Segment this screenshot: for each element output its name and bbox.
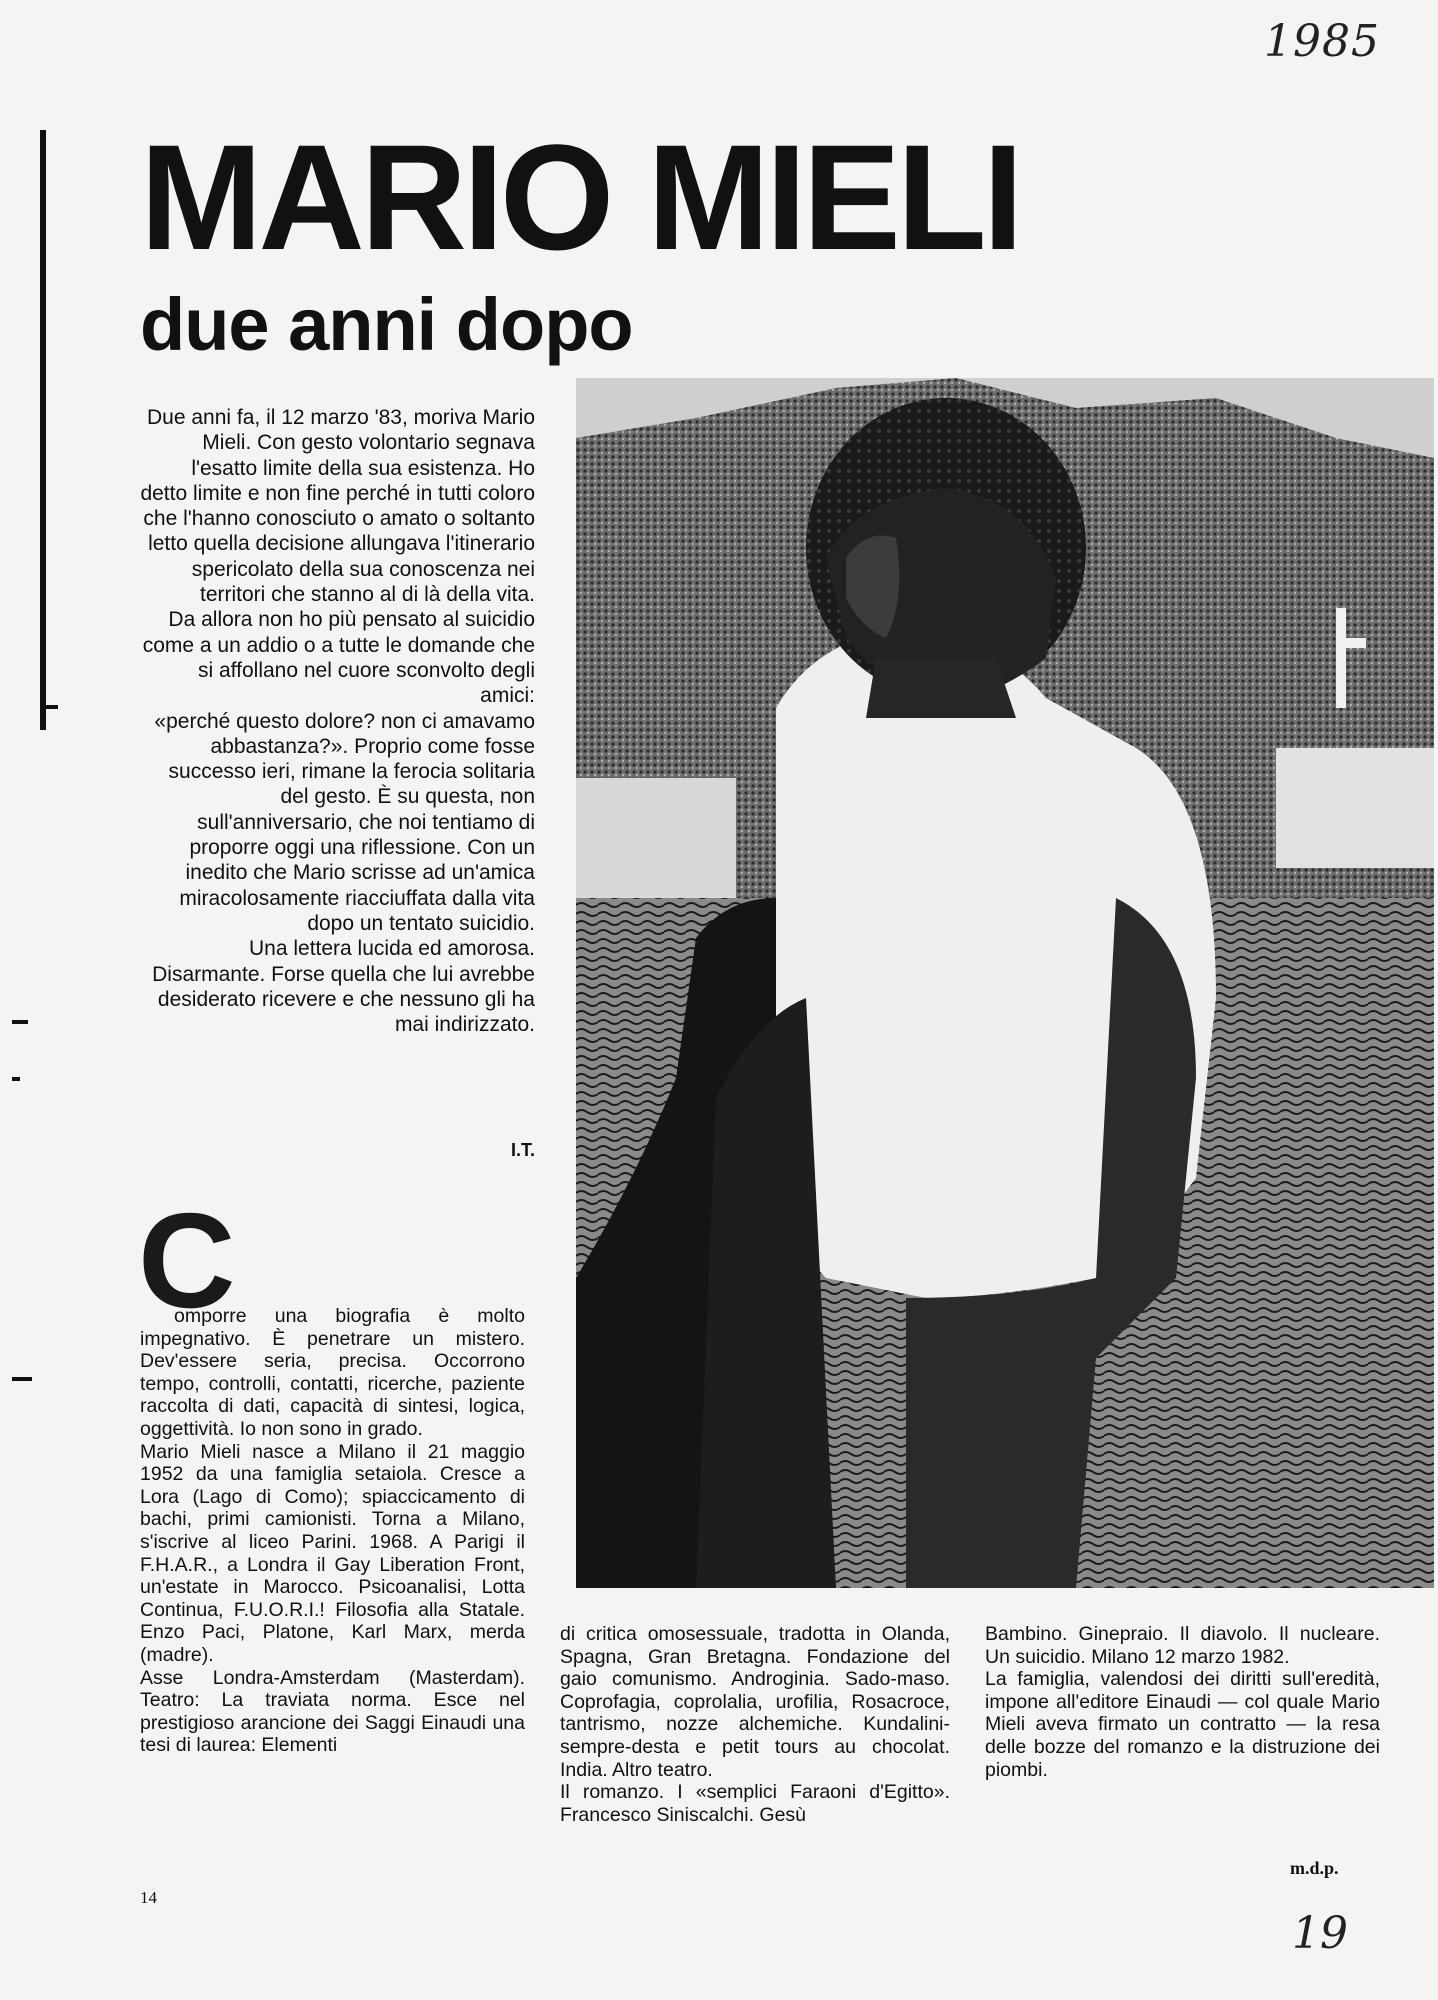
margin-tick — [12, 1377, 32, 1381]
article-paragraph: La famiglia, valendosi dei diritti sull'eredità, impone all'editore Einaudi — col quale Mario Mieli aveva firmato un contratto — la resa delle bozze del romanzo e la distruzione dei piombi. — [985, 1668, 1380, 1781]
intro-text — [140, 405, 535, 1037]
article-paragraph: Bambino. Ginepraio. Il diavolo. Il nucleare. Un suicidio. Milano 12 marzo 1982. — [985, 1623, 1380, 1668]
article-column-3 — [985, 1623, 1380, 1781]
subtitle: due anni dopo — [140, 283, 633, 366]
article-signature: m.d.p. — [1290, 1858, 1339, 1878]
handwritten-page-number: 19 — [1292, 1908, 1348, 1959]
article-column-2 — [560, 1623, 950, 1826]
margin-tick — [12, 1077, 20, 1081]
printed-folio: 14 — [140, 1888, 157, 1907]
handwritten-year: 1985 — [1264, 16, 1380, 67]
headline: MARIO MIELI — [140, 113, 1020, 281]
article-paragraph: omporre una biografia è molto impegnativo. È penetrare un mistero. Dev'essere seria, precisa. Occorrono tempo, controlli, contatti, ricerche, paziente raccolta di dati, capacità di sintesi, logica, oggettività. Io non sono in grado. — [140, 1305, 525, 1440]
margin-tick — [12, 1020, 28, 1024]
article-paragraph: Il romanzo. I «semplici Faraoni d'Egitto». Francesco Siniscalchi. Gesù — [560, 1781, 950, 1826]
intro-paragraph: «perché questo dolore? non ci amavamo abbastanza?». Proprio come fosse successo ieri, rimane la ferocia solitaria del gesto. È su questa, non sull'anniversario, che noi tentiamo di proporre oggi una riflessione. Con un inedito che Mario scrisse ad un'amica miracolosamente riacciuffata dalla vita dopo un tentato suicidio. — [154, 709, 535, 935]
intro-paragraph: Una lettera lucida ed amorosa. Disarmante. Forse quella che lui avrebbe desiderato ricevere e che nessuno gli ha mai indirizzato. — [152, 937, 535, 1037]
portrait-photo — [576, 378, 1434, 1588]
intro-paragraph: Da allora non ho più pensato al suicidio come a un addio o a tutte le domande che si affollano nel cuore sconvolto degli amici: — [142, 608, 535, 708]
article-paragraph: Mario Mieli nasce a Milano il 21 maggio 1952 da una famiglia setaiola. Cresce a Lora (Lago di Como); spiaccicamento di bachi, primi camionisti. Torna a Milano, s'iscrive al liceo Parini. 1968. A Parigi il F.H.A.R., a Londra il Gay Liberation Front, un'estate in Marocco. Psicoanalisi, Lotta Continua, F.U.O.R.I.! Filosofia alla Statale. Enzo Paci, Platone, Karl Marx, merda (madre). — [140, 1440, 525, 1666]
intro-paragraph: Due anni fa, il 12 marzo '83, moriva Mario Mieli. Con gesto volontario segnava l'esatto limite della sua esistenza. Ho detto limite e non fine perché in tutti coloro che l'hanno conosciuto o amato o soltanto letto quella decisione allungava l'itinerario spericolato della sua conoscenza nei territori che stanno al di là della vita. — [140, 406, 535, 607]
drop-cap: C — [138, 1185, 236, 1336]
margin-tick — [40, 705, 58, 709]
article-paragraph: Asse Londra-Amsterdam (Masterdam). Teatro: La traviata norma. Esce nel prestigioso arancione dei Saggi Einaudi una tesi di laurea: Elementi — [140, 1666, 525, 1757]
intro-signature: I.T. — [510, 1140, 535, 1160]
left-margin-rule — [40, 130, 46, 730]
article-paragraph: di critica omosessuale, tradotta in Olanda, Spagna, Gran Bretagna. Fondazione del gaio comunismo. Androginia. Sado-maso. Coprofagia, coprolalia, urofilia, Rosacroce, tantrismo, nozze alchemiche. Kundalini-sempre-desta e petit tours au chocolat. India. Altro teatro. — [560, 1623, 950, 1781]
article-column-1 — [140, 1305, 525, 1757]
